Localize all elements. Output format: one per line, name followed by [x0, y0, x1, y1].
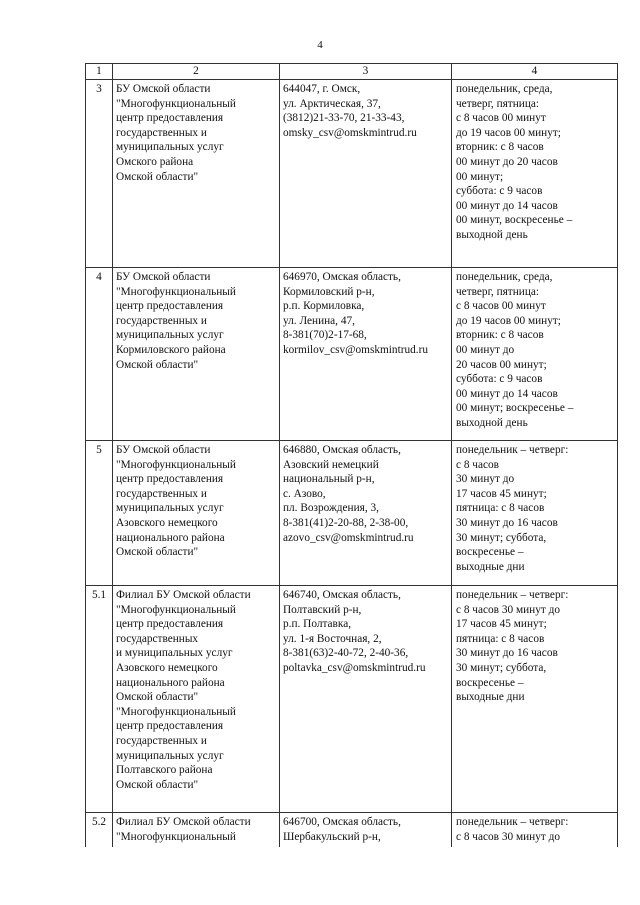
row-number: 4 — [86, 268, 113, 441]
working-hours: понедельник – четверг: с 8 часов 30 минут до 17 часов 45 минут; пятница: с 8 часов 30 минут до 16 часов 30 минут; суббота, воскресенье – выходные дни — [452, 441, 618, 586]
institutions-table — [85, 63, 618, 847]
working-hours: понедельник – четверг: с 8 часов 30 минут до — [452, 813, 618, 848]
institution-name: БУ Омской области "Многофункциональный центр предоставления государственных и муниципальных услуг Кормиловского района Омской области" — [113, 268, 280, 441]
working-hours: понедельник – четверг: с 8 часов 30 минут до 17 часов 45 минут; пятница: с 8 часов 30 минут до 16 часов 30 минут; суббота, воскресенье – выходные дни — [452, 586, 618, 813]
table-row — [86, 441, 618, 586]
institution-name: БУ Омской области "Многофункциональный центр предоставления государственных и муниципальных услуг Омского района Омской области" — [113, 80, 280, 268]
row-number: 3 — [86, 80, 113, 268]
working-hours: понедельник, среда, четверг, пятница: с 8 часов 00 минут до 19 часов 00 минут; вторник: с 8 часов 00 минут до 20 часов 00 минут; суббота: с 9 часов 00 минут до 14 часов 00 минут; воскресенье – выходной день — [452, 268, 618, 441]
institution-address: 646970, Омская область, Кормиловский р-н, р.п. Кормиловка, ул. Ленина, 47, 8-381(70)2-17-68, kormilov_csv@omskmintrud.ru — [280, 268, 452, 441]
institution-address: 646880, Омская область, Азовский немецкий национальный р-н, с. Азово, пл. Возрождения, 3, 8-381(41)2-20-88, 2-38-00, azovo_csv@omskmintrud.ru — [280, 441, 452, 586]
header-col-2: 2 — [113, 64, 280, 80]
institution-address: 646740, Омская область, Полтавский р-н, р.п. Полтавка, ул. 1-я Восточная, 2, 8-381(63)2-40-72, 2-40-36, poltavka_csv@omskmintrud.ru — [280, 586, 452, 813]
table-header-row — [86, 64, 618, 80]
institution-address: 646700, Омская область, Шербакульский р-н, — [280, 813, 452, 848]
page-number: 4 — [317, 39, 323, 51]
institution-name: БУ Омской области "Многофункциональный центр предоставления государственных и муниципальных услуг Азовского немецкого национального района Омской области" — [113, 441, 280, 586]
institution-name: Филиал БУ Омской области "Многофункциональный центр предоставления государственных и муниципальных услуг Азовского немецкого национального района Омской области" "Многофункциональный центр предоставления государственных и муниципальных услуг Полтавского района Омской области" — [113, 586, 280, 813]
row-number: 5.1 — [86, 586, 113, 813]
table-row — [86, 813, 618, 848]
header-col-3: 3 — [280, 64, 452, 80]
header-col-4: 4 — [452, 64, 618, 80]
table-row — [86, 268, 618, 441]
row-number: 5.2 — [86, 813, 113, 848]
header-col-1: 1 — [86, 64, 113, 80]
table-row — [86, 586, 618, 813]
working-hours: понедельник, среда, четверг, пятница: с 8 часов 00 минут до 19 часов 00 минут; вторник: с 8 часов 00 минут до 20 часов 00 минут; суббота: с 9 часов 00 минут до 14 часов 00 минут, воскресенье – выходной день — [452, 80, 618, 268]
institution-address: 644047, г. Омск, ул. Арктическая, 37, (3812)21-33-70, 21-33-43, omsky_csv@omskmintrud.ru — [280, 80, 452, 268]
institution-name: Филиал БУ Омской области "Многофункциональный — [113, 813, 280, 848]
table-row — [86, 80, 618, 268]
row-number: 5 — [86, 441, 113, 586]
